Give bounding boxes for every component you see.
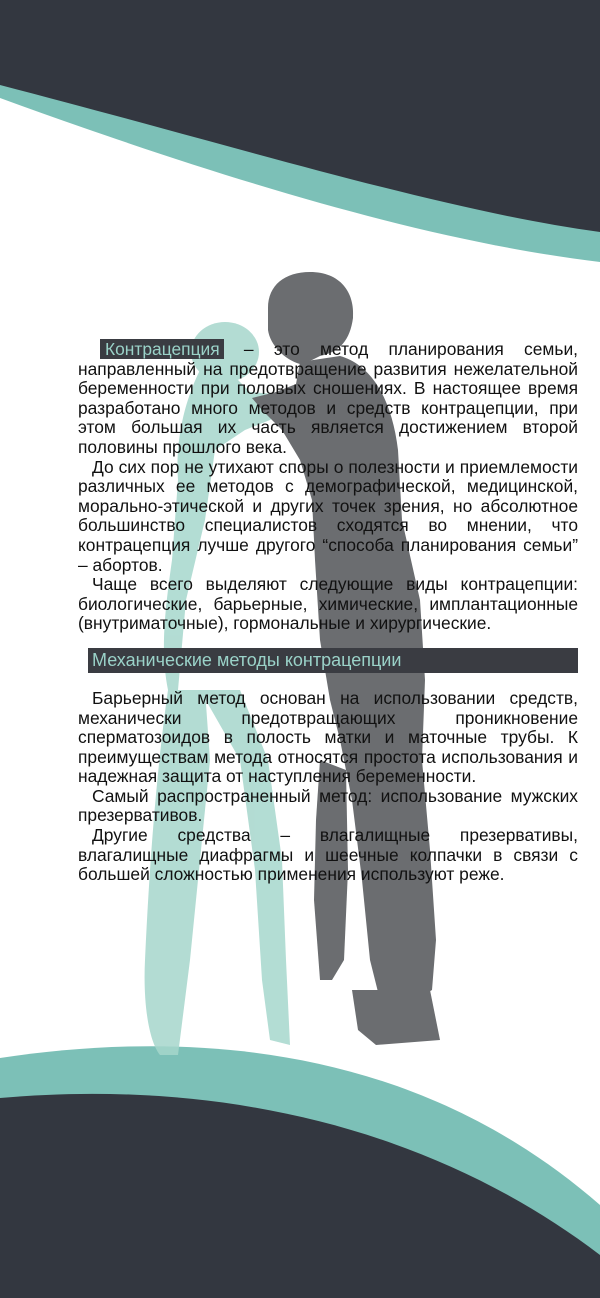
section1-intro-paragraph: [78, 340, 578, 458]
section2-paragraph-1: Барьерный метод основан на использовании средств, механически предотвращающих проникновение сперматозоидов в полость матки и маточные трубы. К преимуществам метода относятся простота использования и надежная защита от наступления беременности.: [78, 687, 578, 787]
section1-paragraph-2: До сих пор не утихают споры о полезности и приемлемости различных ее методов с демографической, медицинской, морально-этической и других точек зрения, но абсолютное большинство специалистов сходятся во мнении, что контрацепция лучше другого “способа планирования семьи” – абортов.: [78, 456, 578, 575]
section1-paragraph-3: Чаще всего выделяют следующие виды контрацепции: биологические, барьерные, химические, имплантационные (внутриматочные), гормональные и хирургические.: [78, 574, 578, 634]
section2-title: Механические методы контрацепции: [88, 648, 578, 673]
section1-title: Контрацепция: [100, 339, 224, 359]
section2-paragraph-3: Другие средства – влагалищные презервативы, влагалищные диафрагмы и шеечные колпачки в связи с большей сложностью применения используют реже.: [78, 825, 578, 885]
section2-paragraph-2: Самый распространенный метод: использование мужских презервативов.: [78, 785, 578, 826]
section1-intro-text: – это метод планирования семьи, направленный на предотвращение развития нежелательной беременности при половых сношениях. В настоящее время разработано много методов и средств контрацепции, при этом большая их часть является достижением второй половины прошлого века.: [78, 339, 578, 457]
article-body: [78, 340, 578, 885]
